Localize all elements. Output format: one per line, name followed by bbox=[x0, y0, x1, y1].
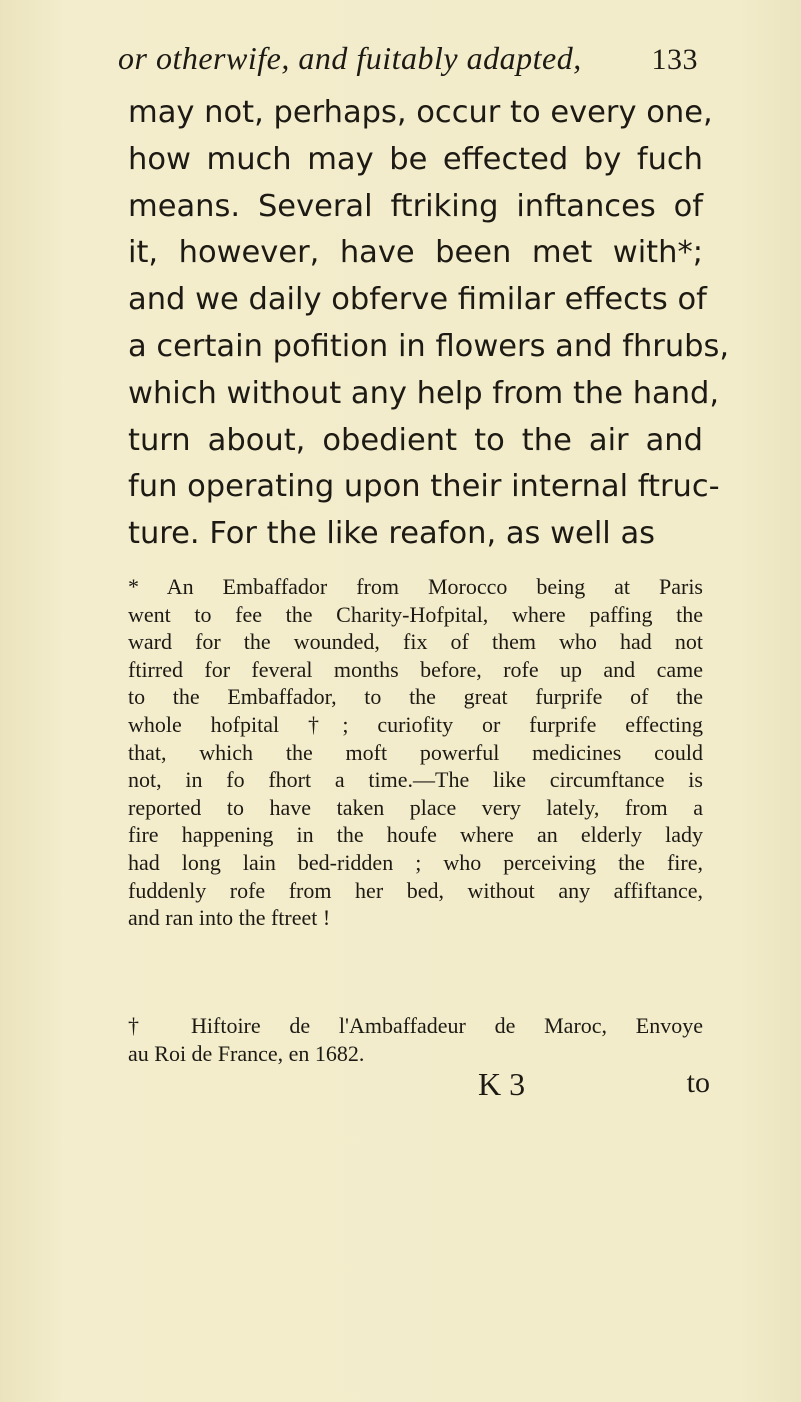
text-line: which without any help from the hand, bbox=[128, 375, 720, 411]
page-header bbox=[118, 40, 698, 77]
text-line: fun operating upon their internal ftruc- bbox=[128, 469, 720, 505]
footnote-line: whole hofpital †; curiofity or furprife effecting bbox=[128, 711, 703, 737]
text-line: how much may be effected by fuch bbox=[128, 141, 703, 177]
footnote-dagger bbox=[128, 1012, 703, 1067]
text-line: a certain pofition in flowers and fhrubs, bbox=[128, 328, 730, 364]
footnote-line: † Hiftoire de l'Ambaffadeur de Maroc, Envoye bbox=[128, 1013, 703, 1038]
footnote-line: had long lain bed-ridden ; who perceiving the fire, bbox=[128, 849, 703, 875]
page-footer bbox=[478, 1066, 710, 1103]
text-line: it, however, have been met with*; bbox=[128, 235, 703, 271]
text-line: turn about, obedient to the air and bbox=[128, 422, 703, 458]
footnote-line: to the Embaffador, to the great furprife of the bbox=[128, 684, 703, 710]
footnote-line: ward for the wounded, fix of them who had not bbox=[128, 629, 703, 655]
main-text bbox=[128, 90, 730, 558]
footnote-line: went to fee the Charity-Hofpital, where paffing the bbox=[128, 601, 703, 627]
footnote-line: fuddenly rofe from her bed, without any affiftance, bbox=[128, 877, 703, 903]
footnote-line: not, in fo fhort a time.—The like circumftance is bbox=[128, 767, 703, 793]
footnote-line: and ran into the ftreet ! bbox=[128, 905, 331, 931]
footnote-line: reported to have taken place very lately, from a bbox=[128, 794, 703, 820]
text-line: ture. For the like reafon, as well as bbox=[128, 516, 656, 552]
signature-mark: K 3 bbox=[478, 1066, 526, 1102]
footnote-line: that, which the moft powerful medicines could bbox=[128, 739, 703, 765]
footnote-line: fire happening in the houfe where an elderly lady bbox=[128, 822, 703, 848]
text-line: may not, perhaps, occur to every one, bbox=[128, 95, 713, 130]
running-title: or otherwife, and fuitably adapted, bbox=[118, 40, 582, 76]
catchword: to bbox=[686, 1066, 710, 1099]
text-line: means. Several ftriking inftances of bbox=[128, 188, 703, 224]
text-line: and we daily obferve fimilar effects of bbox=[128, 282, 707, 318]
footnote-line: ftirred for feveral months before, rofe up and came bbox=[128, 656, 703, 682]
footnote-asterisk bbox=[128, 573, 703, 932]
footnote-line: au Roi de France, en 1682. bbox=[128, 1040, 365, 1066]
page-number: 133 bbox=[651, 43, 698, 76]
footnote-line: * An Embaffador from Morocco being at Paris bbox=[128, 574, 703, 599]
